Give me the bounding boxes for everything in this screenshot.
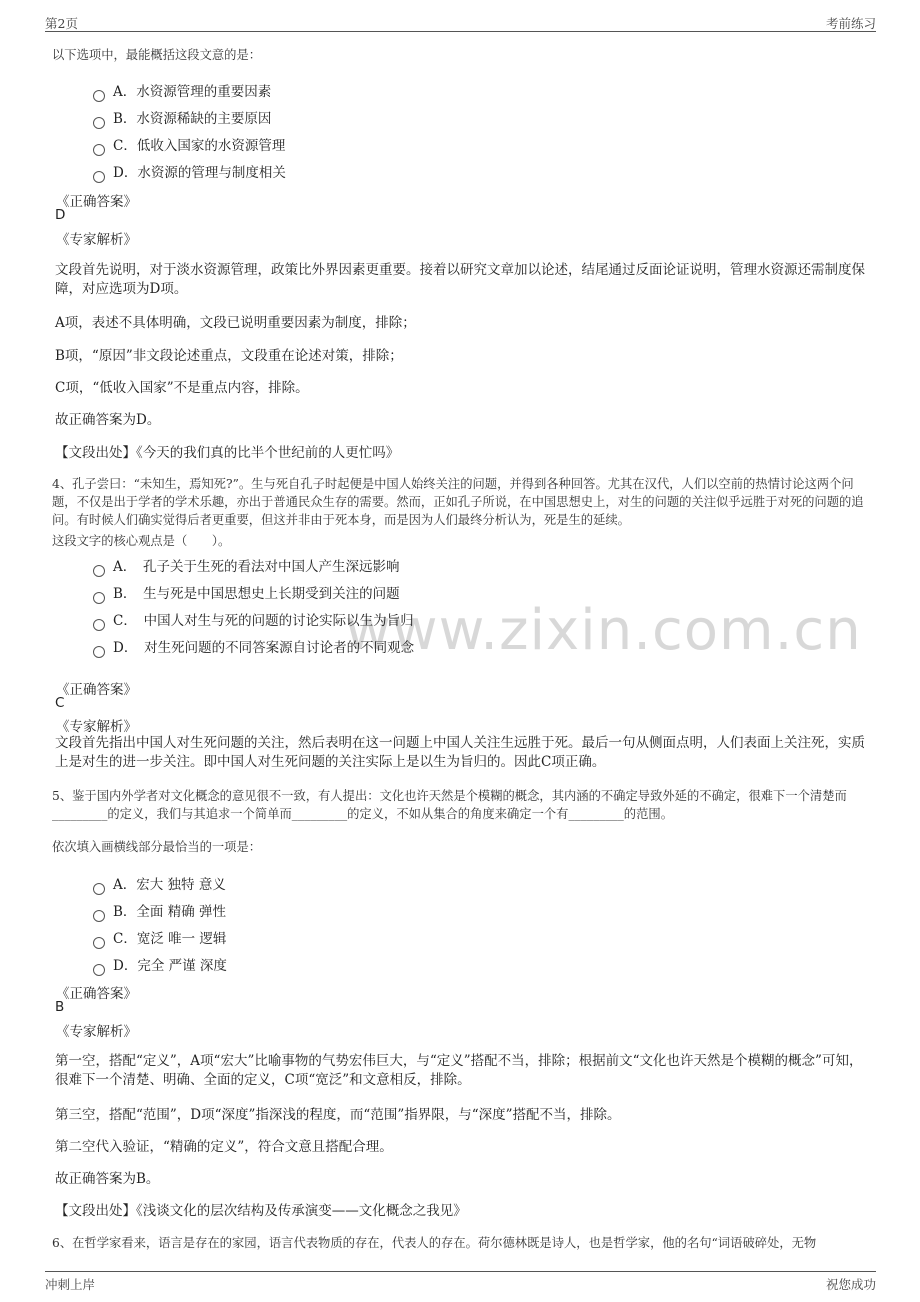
q4-analysis: 文段首先指出中国人对生死问题的关注，然后表明在这一问题上中国人关注生远胜于死。最后一句从侧面点明，人们表面上关注死，实质上是对生的进一步关注。即中国人对生死问题的关注实际上是以生为旨归的。因此C项正确。 <box>55 735 865 770</box>
radio-icon[interactable] <box>93 937 105 949</box>
radio-icon[interactable] <box>93 964 105 976</box>
q5-option-c[interactable]: C．宽泛 唯一 逻辑 <box>93 927 226 949</box>
q5-analysis-tag: 《专家解析》 <box>56 1024 137 1040</box>
footer-right: 祝您成功 <box>825 1277 876 1292</box>
radio-icon[interactable] <box>93 117 105 129</box>
radio-icon[interactable] <box>93 144 105 156</box>
radio-icon[interactable] <box>93 592 105 604</box>
q3-conclusion: 故正确答案为D。 <box>55 412 161 428</box>
q5-analysis-para3: 第二空代入验证，“精确的定义”，符合文意且搭配合理。 <box>55 1139 393 1155</box>
q3-answer: D <box>55 207 66 223</box>
q3-analysis-c: C项，“低收入国家”不是重点内容，排除。 <box>55 380 309 396</box>
radio-icon[interactable] <box>93 565 105 577</box>
q5-answer: B <box>55 999 65 1015</box>
q4-answer-tag: 《正确答案》 <box>56 682 137 698</box>
q3-analysis-b: B项，“原因”非文段论述重点，文段重在论述对策，排除； <box>55 348 403 364</box>
radio-icon[interactable] <box>93 619 105 631</box>
radio-icon[interactable] <box>93 646 105 658</box>
q4-question: 这段文字的核心观点是（ ）。 <box>52 534 231 548</box>
q5-source: 【文段出处】《浅谈文化的层次结构及传承演变——文化概念之我见》 <box>55 1203 467 1219</box>
q5-conclusion: 故正确答案为B。 <box>55 1171 160 1187</box>
radio-icon[interactable] <box>93 90 105 102</box>
q3-option-b[interactable]: B．水资源稀缺的主要原因 <box>93 107 271 129</box>
page-footer <box>45 1271 876 1296</box>
q3-stem: 以下选项中，最能概括这段文意的是： <box>52 48 262 62</box>
q5-analysis-para1: 第一空，搭配“定义”，A项“宏大”比喻事物的气势宏伟巨大，与“定义”搭配不当，排除；根据前文“文化也许天然是个模糊的概念”可知，很难下一个清楚、明确、全面的定义，C项“宽泛”和文意相反，排除。 <box>55 1053 863 1088</box>
footer-left: 冲刺上岸 <box>45 1277 96 1292</box>
q4-option-a[interactable]: A． 孔子关于生死的看法对中国人产生深远影响 <box>93 555 400 577</box>
q4-option-c[interactable]: C． 中国人对生与死的问题的讨论实际以生为旨归 <box>93 609 414 631</box>
page-header <box>45 12 876 32</box>
q5-answer-tag: 《正确答案》 <box>56 986 137 1002</box>
q3-source: 【文段出处】《今天的我们真的比半个世纪前的人更忙吗》 <box>55 445 400 461</box>
watermark: www.zixin.com.cn <box>345 598 862 663</box>
q4-answer: C <box>55 695 65 711</box>
q4-option-d[interactable]: D． 对生死问题的不同答案源自讨论者的不同观念 <box>93 636 414 658</box>
q6-stem: 6、在哲学家看来，语言是存在的家园，语言代表物质的存在，代表人的存在。荷尔德林既是诗人，也是哲学家，他的名句“词语破碎处，无物 <box>52 1236 817 1250</box>
q5-analysis-para2: 第三空，搭配“范围”，D项“深度”指深浅的程度，而“范围”指界限，与“深度”搭配不当，排除。 <box>55 1107 621 1123</box>
q3-option-d[interactable]: D．水资源的管理与制度相关 <box>93 161 286 183</box>
radio-icon[interactable] <box>93 171 105 183</box>
q5-stem: 5、鉴于国内外学者对文化概念的意见很不一致，有人提出：文化也许天然是个模糊的概念，其内涵的不确定导致外延的不确定，很难下一个清楚而_________的定义，我们与其追求一个简单而_________的定义，不如从集合的角度来确定一个有_________的范围。 <box>52 789 847 821</box>
radio-icon[interactable] <box>93 910 105 922</box>
q3-option-c[interactable]: C．低收入国家的水资源管理 <box>93 134 285 156</box>
q3-option-a[interactable]: A．水资源管理的重要因素 <box>93 80 271 102</box>
q5-question: 依次填入画横线部分最恰当的一项是： <box>52 840 262 854</box>
q4-option-b[interactable]: B． 生与死是中国思想史上长期受到关注的问题 <box>93 582 400 604</box>
header-title: 考前练习 <box>825 16 876 31</box>
q3-analysis-tag: 《专家解析》 <box>56 232 137 248</box>
q4-stem: 4、孔子尝曰：“未知生，焉知死?”。生与死自孔子时起便是中国人始终关注的问题，并得到各种回答。尤其在汉代，人们以空前的热情讨论这两个问题，不仅是出于学者的学术乐趣，亦出于普通民众生存的需要。然而，正如孔子所说，在中国思想史上，对生的问题的关注似乎远胜于对死的问题的追问。有时候人们确实觉得后者更重要，但这并非由于死本身，而是因为人们最终分析认为，死是生的延续。 <box>52 477 864 527</box>
q5-option-b[interactable]: B．全面 精确 弹性 <box>93 900 226 922</box>
q3-answer-tag: 《正确答案》 <box>56 194 137 210</box>
q3-analysis-para: 文段首先说明，对于淡水资源管理，政策比外界因素更重要。接着以研究文章加以论述，结尾通过反面论证说明，管理水资源还需制度保障，对应选项为D项。 <box>55 262 865 297</box>
radio-icon[interactable] <box>93 883 105 895</box>
q5-option-a[interactable]: A．宏大 独特 意义 <box>93 873 226 895</box>
q5-option-d[interactable]: D．完全 严谨 深度 <box>93 954 227 976</box>
q3-analysis-a: A项，表述不具体明确，文段已说明重要因素为制度，排除； <box>55 315 416 331</box>
page-number: 第2页 <box>45 16 78 31</box>
q4-analysis-tag: 《专家解析》 <box>56 719 137 735</box>
